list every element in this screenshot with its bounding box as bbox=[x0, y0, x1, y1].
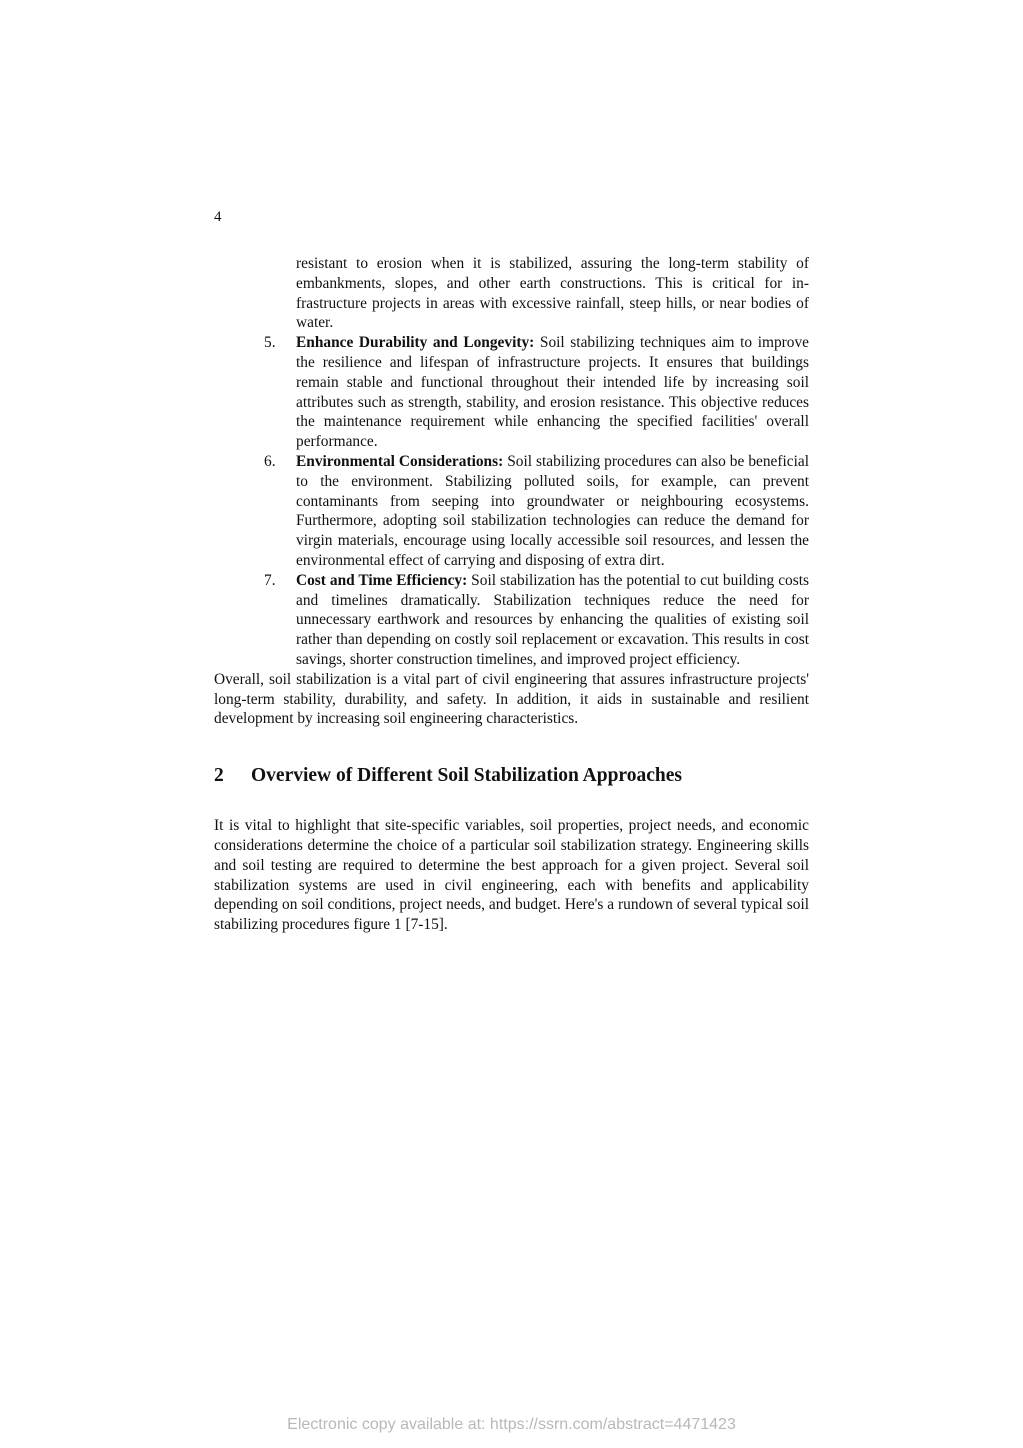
section-body-paragraph: It is vital to highlight that site-specific variables, soil properties, project needs, and economic considerations determine the choice of a particular soil stabilization strategy. Engineering skills and soil testing are required to determine the best approach for a given project. Several soil stabilization systems are used in civil engineering, each with benefits and applicability depending on soil conditions, project needs, and budget. Here's a rundown of several typical soil stabilizing procedures figure 1 [7-15]. bbox=[214, 817, 809, 934]
list-item-number: 5. bbox=[264, 334, 276, 352]
list-item-number: 7. bbox=[264, 571, 276, 589]
list-item bbox=[264, 452, 809, 571]
list-item-title: Environmental Considerations: bbox=[296, 452, 504, 470]
list-item-title: Cost and Time Efficiency: bbox=[296, 571, 468, 589]
overall-paragraph: Overall, soil stabilization is a vital part of civil engineering that assures infrastructure projects' long-term stability, durability, and safety. In addition, it aids in sustainable and resilient development by increasing soil engineering characteristics. bbox=[214, 670, 809, 728]
list-item-number: 6. bbox=[264, 452, 276, 470]
ssrn-footer: Electronic copy available at: https://ssrn.com/abstract=4471423 bbox=[287, 1416, 736, 1433]
list-item bbox=[264, 571, 809, 670]
list-item-text: Soil stabilizing techniques aim to improve the resilience and lifespan of infrastructure projects. It ensures that buildings remain stable and functional throughout their intended life by increasing soil attributes such as strength, stability, and erosion resistance. This objective reduces the maintenance requirement while enhancing the specified facilities' overall performance. bbox=[296, 334, 809, 451]
section-number: 2 bbox=[214, 765, 224, 787]
section-title: Overview of Different Soil Stabilization Approaches bbox=[251, 765, 682, 787]
section-heading bbox=[214, 763, 809, 789]
list-item bbox=[264, 333, 809, 452]
page-number: 4 bbox=[214, 209, 222, 225]
continuation-paragraph: resistant to erosion when it is stabilized, assuring the long-term stability of embankments, slopes, and other earth constructions. This is critical for infrastructure projects in areas with excessive rainfall, steep hills, or near bodies of water. bbox=[296, 255, 809, 332]
list-item-text: Soil stabilization has the potential to cut building costs and timelines dramatically. Stabilization techniques reduce the need for unnecessary earthwork and resources by enhancing the qualities of existing soil rather than depending on costly soil replacement or excavation. This results in cost savings, shorter construction timelines, and improved project efficiency. bbox=[296, 571, 809, 668]
list-item-text: Soil stabilizing procedures can also be beneficial to the environment. Stabilizing polluted soils, for example, can prevent contaminants from seeping into groundwater or neighbouring ecosystems. Furthermore, adopting soil stabilization technologies can reduce the demand for virgin materials, encourage using locally accessible soil resources, and lessen the environmental effect of carrying and disposing of extra dirt. bbox=[296, 452, 809, 569]
list-item-title: Enhance Durability and Longevity: bbox=[296, 334, 535, 352]
objectives-list bbox=[214, 333, 809, 670]
page-content bbox=[214, 254, 809, 935]
